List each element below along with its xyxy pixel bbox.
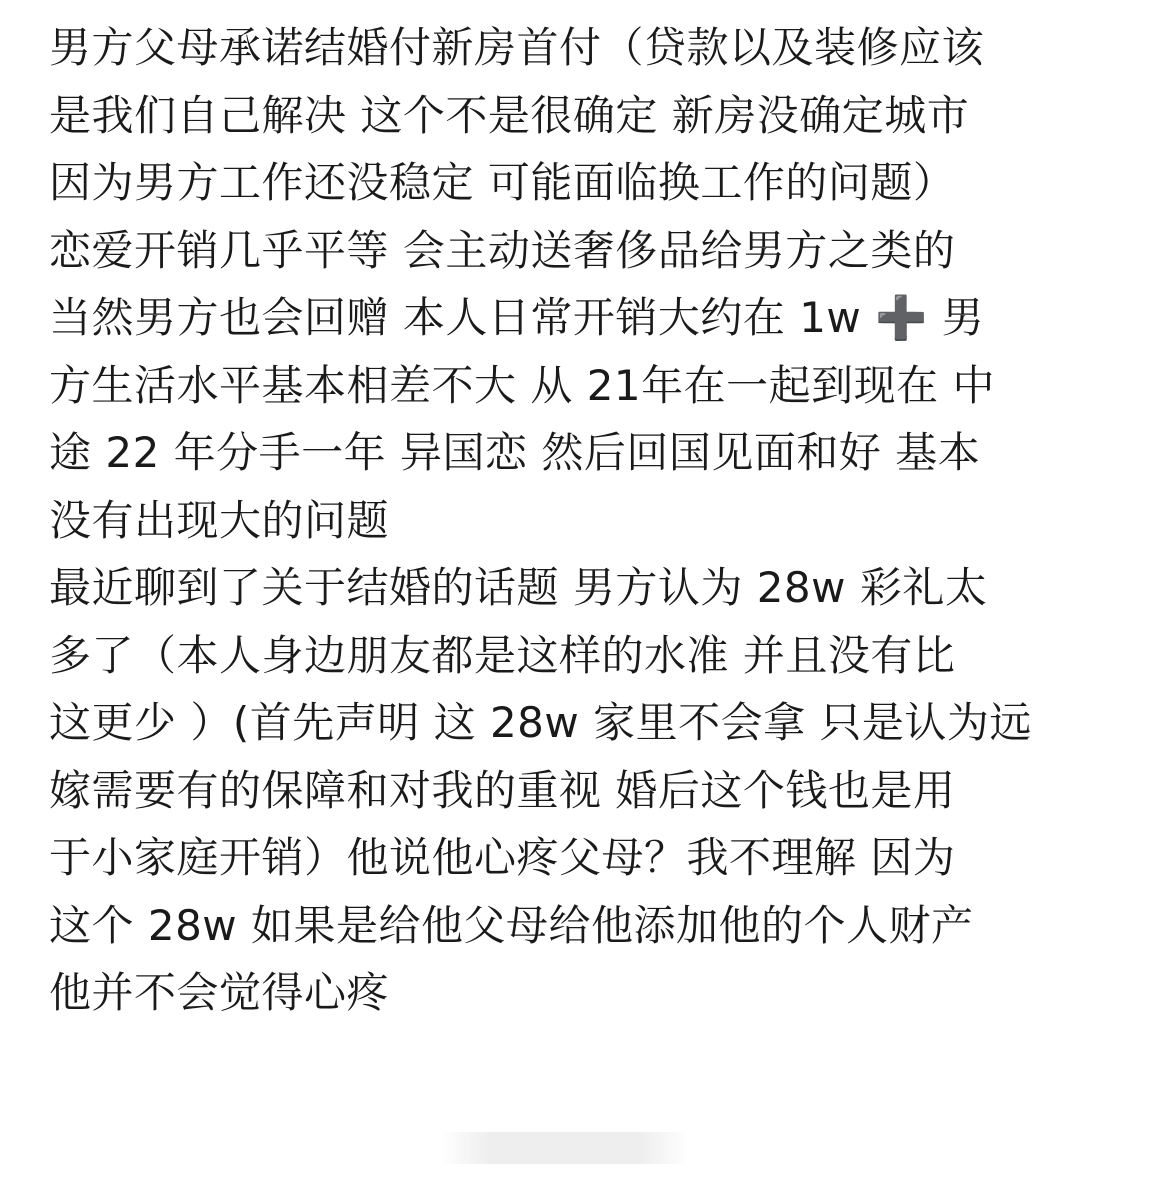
post-line: 当然男方也会回赠 本人日常开销大约在 1w ➕ 男 bbox=[49, 293, 985, 342]
watermark-blur bbox=[440, 1132, 690, 1164]
post-line: 恋爱开销几乎平等 会主动送奢侈品给男方之类的 bbox=[49, 225, 956, 275]
post-line: 这个 28w 如果是给他父母给他添加他的个人财产 bbox=[49, 900, 974, 950]
post-line: 嫁需要有的保障和对我的重视 婚后这个钱也是用 bbox=[49, 765, 956, 815]
post-line: 是我们自己解决 这个不是很确定 新房没确定城市 bbox=[49, 90, 970, 140]
post-line: 途 22 年分手一年 异国恋 然后回国见面和好 基本 bbox=[49, 428, 981, 477]
post-line: 因为男方工作还没稳定 可能面临换工作的问题） bbox=[49, 158, 956, 207]
post-line: 这更少 ）(首先声明 这 28w 家里不会拿 只是认为远 bbox=[49, 698, 1032, 747]
post-line: 没有出现大的问题 bbox=[49, 495, 390, 545]
post-line: 于小家庭开销）他说他心疼父母？我不理解 因为 bbox=[49, 833, 956, 882]
post-line: 男方父母承诺结婚付新房首付（贷款以及装修应该 bbox=[49, 23, 985, 72]
post-line: 方生活水平基本相差不大 从 21年在一起到现在 中 bbox=[49, 360, 995, 410]
post-line: 最近聊到了关于结婚的话题 男方认为 28w 彩礼太 bbox=[49, 563, 988, 612]
post-line: 多了（本人身边朋友都是这样的水准 并且没有比 bbox=[49, 630, 956, 680]
post-body bbox=[49, 14, 1139, 1027]
post-line: 他并不会觉得心疼 bbox=[49, 968, 390, 1017]
